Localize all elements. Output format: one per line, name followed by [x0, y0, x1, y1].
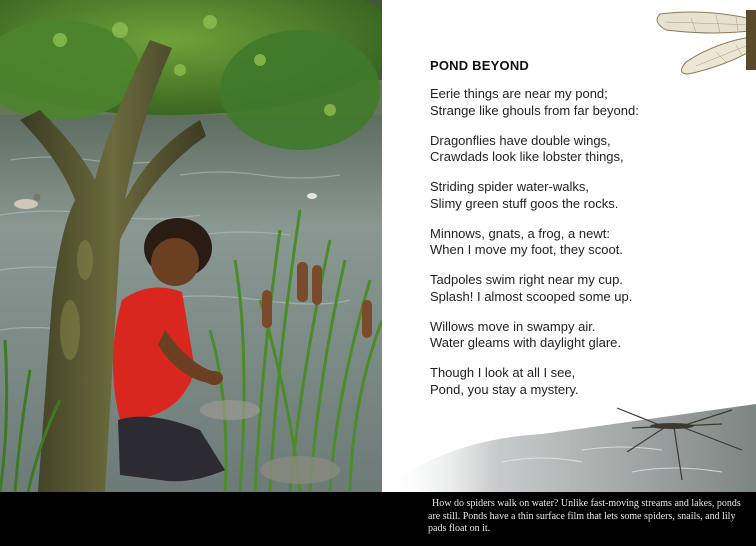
- poem-panel: [382, 0, 756, 492]
- caption-text: How do spiders walk on water? Unlike fast-moving streams and lakes, ponds are still. Ponds have a thin surface film that lets some spiders, snails, and lily pads float on it.: [428, 498, 741, 534]
- poem-line: Pond, you stay a mystery.: [430, 381, 579, 397]
- poem-line: Splash! I almost scooped some up.: [430, 288, 633, 304]
- dragonfly-wings-icon: [646, 0, 756, 78]
- poem-line: Dragonflies have double wings,: [430, 132, 611, 148]
- poem-stanza: [430, 319, 730, 352]
- poem-stanza: [430, 86, 730, 119]
- caption-bar: [0, 492, 756, 546]
- poem-line: Minnows, gnats, a frog, a newt:: [430, 225, 610, 241]
- poem-stanza: [430, 365, 730, 398]
- poem-line: Though I look at all I see,: [430, 365, 576, 380]
- poem-line: Tadpoles swim right near my cup.: [430, 272, 623, 287]
- poem-stanza: [430, 226, 730, 259]
- pond-illustration: [0, 0, 382, 492]
- poem-body: [430, 86, 730, 412]
- water-strider-picture: [382, 400, 756, 492]
- poem-line: Eerie things are near my pond;: [430, 86, 608, 101]
- poem-line: Striding spider water-walks,: [430, 179, 589, 194]
- poem-line: When I move my foot, they scoot.: [430, 242, 623, 257]
- poem-stanza: [430, 179, 730, 212]
- poem-stanza: [430, 133, 730, 166]
- poem-line: Water gleams with daylight glare.: [430, 335, 621, 350]
- poem-line: Willows move in swampy air.: [430, 318, 596, 334]
- poem-line: Crawdads look like lobster things,: [430, 149, 624, 164]
- poem-stanza: [430, 272, 730, 305]
- poem-title: POND BEYOND: [430, 58, 529, 73]
- boy-by-pond-picture: [0, 0, 382, 492]
- poem-line: Slimy green stuff goos the rocks.: [430, 195, 619, 211]
- poem-line: Strange like ghouls from far beyond:: [430, 102, 639, 118]
